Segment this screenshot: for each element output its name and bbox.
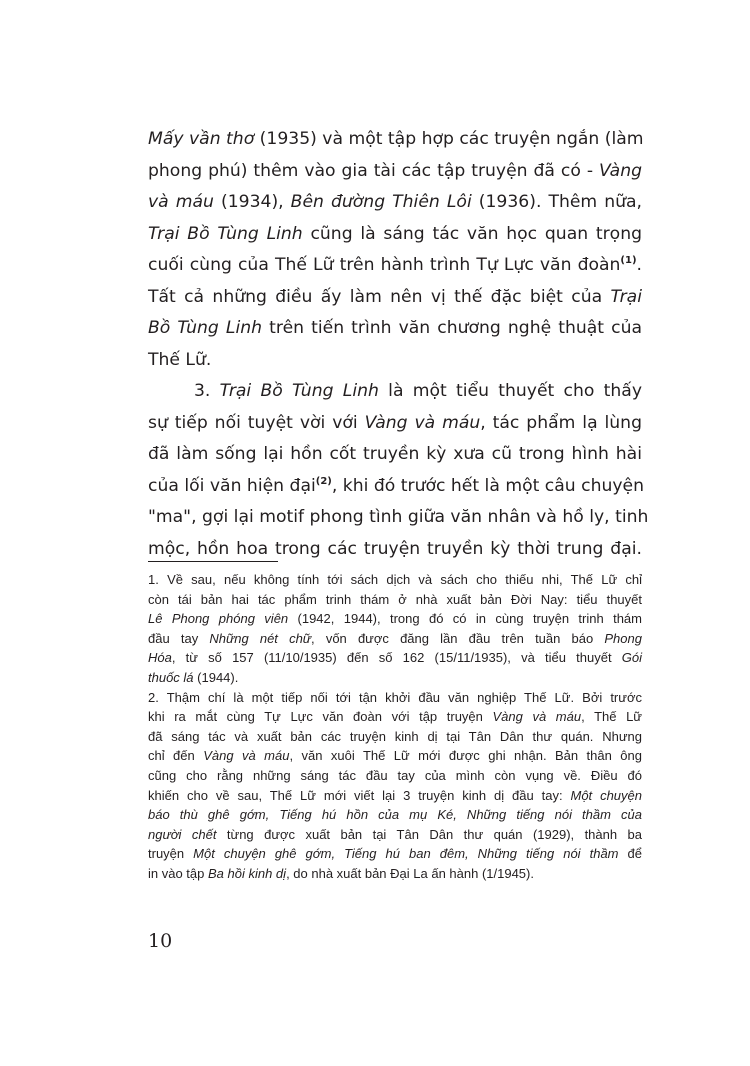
text-run: (1936). Thêm nữa, [471, 192, 643, 212]
italic-text-run: Bên đường Thiên Lôi [290, 192, 472, 212]
italic-text-run: Gói [621, 650, 642, 666]
text-line [148, 156, 642, 188]
footnote-ref-1[interactable]: (1) [620, 255, 637, 266]
text-run: in vào tập [148, 865, 208, 881]
text-line [148, 219, 642, 251]
italic-text-run: Trại [610, 286, 642, 307]
text-run [148, 255, 620, 275]
footnote-line [148, 825, 642, 845]
text-run: truyện [148, 846, 194, 862]
italic-text-run: Trại Bồ Tùng Linh [219, 381, 379, 401]
footnote-line [148, 786, 642, 806]
footnote-line [148, 746, 642, 766]
text-run: còn tái bản hai tác phẩm trinh thám ở nhà xuất bản Đời Nay: tiểu thuyết [148, 591, 642, 607]
text-line [148, 250, 642, 282]
italic-text-run: Những nét chữ [209, 630, 312, 646]
italic-text-run: Một chuyện [570, 787, 642, 803]
text-run: , tác phẩm lạ lùng [480, 412, 642, 433]
italic-text-run: Vàng [599, 160, 642, 181]
text-run: , Thế Lữ [581, 709, 643, 725]
footnote-line [148, 766, 642, 786]
footnote-ref-2[interactable]: (2) [315, 475, 332, 487]
italic-text-run: Bồ Tùng Linh [148, 318, 263, 338]
text-run: (1942, 1944), trong đó có in cùng truyện trinh thám [288, 611, 642, 627]
text-run: (1935) và một tập hợp các truyện ngắn (làm [254, 129, 644, 149]
text-run: khiến cho về sau, Thế Lữ mới viết lại 3 truyện kinh dị đầu tay: [148, 787, 571, 803]
text-run: 2. Thậm chí là một tiếp nối tới tận khởi đầu văn nghiệp Thế Lữ. Bởi trước [148, 689, 642, 705]
text-run: Tất cả những điều ấy làm nên vị thế đặc biệt của [148, 286, 611, 307]
text-line [148, 187, 642, 219]
text-run: là một tiểu thuyết cho thấy [378, 381, 642, 401]
text-run: "ma", gợi lại motif phong tình giữa văn nhân và hồ ly, tinh [148, 507, 649, 527]
text-run: (1944). [193, 669, 239, 685]
text-line [148, 124, 642, 156]
text-run: phong phú) thêm vào gia tài các tập truyện đã có - [148, 160, 599, 181]
text-run: đầu tay [148, 630, 210, 646]
italic-text-run: Một chuyện ghê gớm, Tiếng hú ban đêm, Những tiếng nói thầm [193, 846, 619, 862]
footnote-line [148, 648, 642, 668]
text-run: 1. Về sau, nếu không tính tới sách dịch và sách cho thiếu nhi, Thế Lữ chỉ [148, 572, 642, 587]
footnote-line [148, 609, 642, 629]
paragraph-1 [148, 124, 642, 376]
text-run: cũng cho rằng những sáng tác đầu tay của mình còn vụng về. Điều đó [148, 767, 642, 783]
footnote-2 [148, 688, 642, 884]
italic-text-run: Trại Bồ Tùng Linh [148, 223, 303, 244]
text-run: đã sáng tác và xuất bản các truyện kinh dị tại Tân Dân thư quán. Nhưng [148, 728, 642, 744]
italic-text-run: Lê Phong phóng viên [148, 611, 289, 627]
footnote-line [148, 570, 642, 590]
footnote-divider [148, 561, 278, 562]
italic-text-run: thuốc lá [148, 669, 194, 685]
text-line [148, 345, 642, 377]
text-run: để [618, 846, 642, 862]
text-run: , do nhà xuất bản Đại La ấn hành (1/1945). [286, 865, 534, 881]
footnote-line [148, 864, 642, 884]
text-run: cuối cùng của Thế Lữ trên hành trình Tự Lực văn đoàn [148, 255, 621, 275]
text-run: , khi đó trước hết là một câu chuyện [331, 475, 645, 496]
text-run: (1934), [213, 192, 291, 212]
footnote-line [148, 844, 642, 864]
italic-text-run: Vàng và máu [364, 412, 481, 433]
footnote-1 [148, 570, 642, 688]
text-run: từng được xuất bản tại Tân Dân thư quán (1929), thành ba [216, 826, 642, 842]
text-run: cũng là sáng tác văn học quan trọng [302, 223, 642, 244]
text-line [148, 471, 645, 503]
italic-text-run: và máu [148, 192, 214, 212]
footnotes [148, 570, 642, 884]
text-run: sự tiếp nối tuyệt vời với [148, 412, 365, 433]
text-line [148, 313, 642, 345]
text-run: , văn xuôi Thế Lữ mới được ghi nhận. Bản thân ông [289, 748, 642, 764]
text-run: . [636, 255, 642, 275]
footnote-line [148, 629, 642, 649]
text-line [148, 376, 642, 408]
text-line [148, 439, 642, 471]
footnote-line [148, 590, 642, 610]
text-run: , từ số 157 (11/10/1935) đến số 162 (15/11/1935), và tiểu thuyết [171, 650, 622, 666]
main-text [148, 124, 649, 565]
text-run: , vốn được đăng lần đầu trên tuần báo [311, 630, 605, 646]
italic-text-run: báo thù ghê gớm, Tiếng hú hồn của mụ Ké, Những tiếng nói thầm của [148, 807, 642, 823]
text-line [148, 282, 642, 314]
page-number: 10 [148, 930, 173, 952]
italic-text-run: Hóa [148, 650, 172, 666]
text-run [148, 476, 316, 496]
italic-text-run: Vàng và máu [203, 748, 290, 764]
footnote-line [148, 707, 642, 727]
italic-text-run: người chết [148, 826, 217, 842]
italic-text-run: Vàng và máu [492, 709, 582, 725]
text-run: Thế Lữ. [148, 349, 212, 370]
text-run: trên tiến trình văn chương nghệ thuật của [262, 318, 642, 338]
footnote-line [148, 688, 642, 708]
paragraph-2 [148, 376, 649, 565]
footnote-line [148, 727, 642, 747]
text-run: khi ra mắt cùng Tự Lực văn đoàn với tập truyện [148, 709, 493, 725]
footnote-line [148, 805, 642, 825]
text-run: chỉ đến [148, 748, 204, 764]
italic-text-run: Ba hồi kinh dị [208, 865, 287, 881]
italic-text-run: Phong [604, 630, 642, 646]
text-run: mộc, hồn hoa trong các truyện truyền kỳ thời trung đại. [148, 538, 642, 559]
italic-text-run: Mấy vần thơ [148, 129, 255, 149]
footnote-line [148, 668, 642, 688]
text-line [148, 408, 642, 440]
text-run: đã làm sống lại hồn cốt truyền kỳ xưa cũ trong hình hài [148, 444, 642, 464]
text-run: 3. [194, 381, 220, 401]
text-line [148, 502, 649, 534]
text-run: của lối văn hiện đại [148, 475, 316, 496]
